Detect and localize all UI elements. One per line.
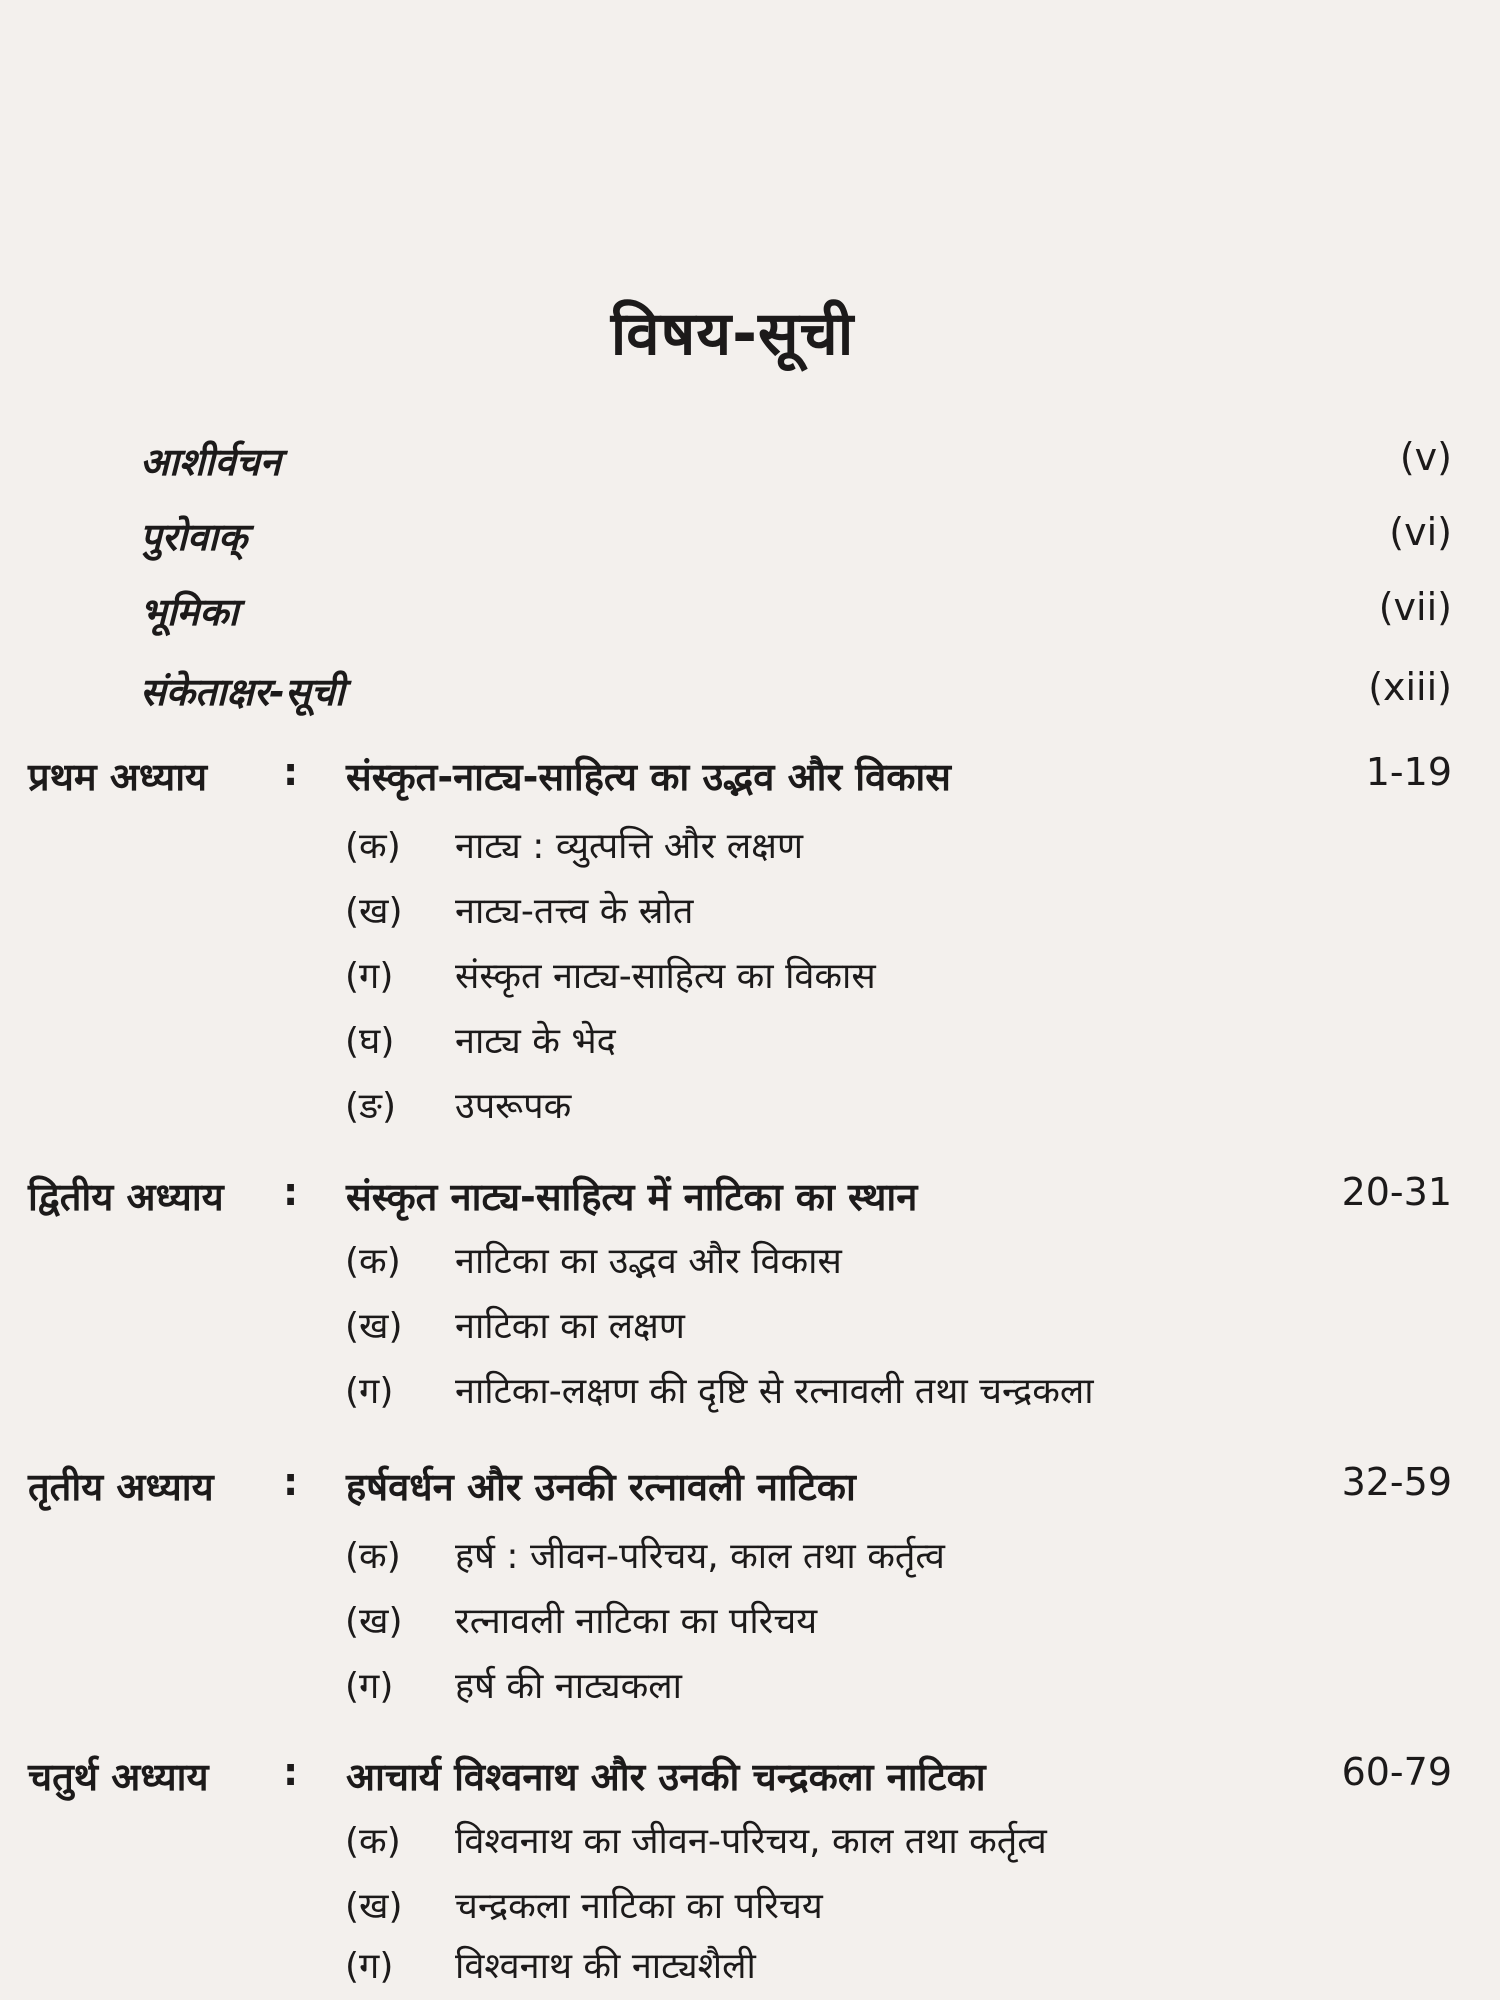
section-text: नाटिका का उद्भव और विकास: [455, 1241, 842, 1282]
chapter-label: द्वितीय अध्याय: [28, 1175, 224, 1219]
chapter-label: तृतीय अध्याय: [28, 1465, 214, 1509]
front-matter-page: (vi): [1389, 510, 1452, 554]
chapter-separator: :: [283, 1170, 299, 1214]
section-mark: (ख): [345, 891, 403, 932]
chapter-heading: [28, 1170, 1452, 1230]
front-matter-item: [140, 510, 1452, 570]
front-matter-label: पुरोवाक्: [140, 515, 248, 559]
front-matter-item: [140, 435, 1452, 495]
chapter-separator: :: [283, 1460, 299, 1504]
chapter-pages: 1-19: [1365, 750, 1452, 794]
chapter-title: संस्कृत-नाट्य-साहित्य का उद्भव और विकास: [346, 755, 951, 799]
section-item: [345, 1300, 685, 1356]
section-text: विश्वनाथ का जीवन-परिचय, काल तथा कर्तृत्व: [455, 1821, 1047, 1862]
section-text: रत्नावली नाटिका का परिचय: [455, 1601, 818, 1642]
section-text: संस्कृत नाट्य-साहित्य का विकास: [455, 956, 876, 997]
section-mark: (ङ): [345, 1086, 397, 1127]
section-item: [345, 1080, 571, 1136]
section-text: चन्द्रकला नाटिका का परिचय: [455, 1886, 823, 1927]
front-matter-item: [140, 585, 1452, 645]
front-matter-label: संकेताक्षर-सूची: [140, 670, 345, 714]
section-mark: (क): [345, 1536, 401, 1577]
front-matter-label: भूमिका: [140, 590, 239, 634]
front-matter-page: (v): [1399, 435, 1452, 479]
chapter-pages: 20-31: [1341, 1170, 1452, 1214]
section-text: उपरूपक: [455, 1086, 572, 1127]
section-item: [345, 1880, 823, 1936]
section-item: [345, 1015, 616, 1071]
chapter-pages: 60-79: [1341, 1750, 1452, 1794]
chapter-label: चतुर्थ अध्याय: [28, 1755, 209, 1799]
section-item: [345, 1235, 842, 1291]
section-item: [345, 885, 693, 941]
section-mark: (ख): [345, 1306, 403, 1347]
chapter-heading: [28, 1460, 1452, 1520]
section-text: नाट्य : व्युत्पत्ति और लक्षण: [455, 826, 804, 867]
section-text: हर्ष की नाट्यकला: [455, 1666, 683, 1707]
section-item: [345, 1365, 1094, 1421]
front-matter-label: आशीर्वचन: [140, 440, 281, 484]
section-mark: (ख): [345, 1601, 403, 1642]
chapter-separator: :: [283, 1750, 299, 1794]
section-item: [345, 1660, 682, 1716]
section-mark: (ख): [345, 1886, 403, 1927]
section-item: [345, 1530, 945, 1586]
section-mark: (ग): [345, 1946, 394, 1987]
chapter-title: आचार्य विश्वनाथ और उनकी चन्द्रकला नाटिका: [346, 1755, 986, 1799]
chapter-title: हर्षवर्धन और उनकी रत्नावली नाटिका: [346, 1465, 856, 1509]
section-mark: (घ): [345, 1021, 395, 1062]
section-item: [345, 950, 876, 1006]
chapter-pages: 32-59: [1341, 1460, 1452, 1504]
section-mark: (क): [345, 1821, 401, 1862]
section-text: नाटिका का लक्षण: [455, 1306, 685, 1347]
section-text: नाट्य के भेद: [455, 1021, 616, 1062]
section-text: नाट्य-तत्त्व के स्रोत: [455, 891, 694, 932]
front-matter-page: (xiii): [1368, 665, 1452, 709]
section-mark: (ग): [345, 956, 394, 997]
chapter-label: प्रथम अध्याय: [28, 755, 208, 799]
section-item: [345, 1815, 1047, 1871]
section-text: विश्वनाथ की नाट्यशैली: [455, 1946, 756, 1987]
section-mark: (ग): [345, 1666, 394, 1707]
section-mark: (क): [345, 826, 401, 867]
section-text: हर्ष : जीवन-परिचय, काल तथा कर्तृत्व: [455, 1536, 945, 1577]
front-matter-page: (vii): [1378, 585, 1452, 629]
section-mark: (क): [345, 1241, 401, 1282]
section-item: [345, 820, 803, 876]
chapter-title: संस्कृत नाट्य-साहित्य में नाटिका का स्थान: [346, 1175, 918, 1219]
section-mark: (ग): [345, 1371, 394, 1412]
section-text: नाटिका-लक्षण की दृष्टि से रत्नावली तथा चन्द्रकला: [455, 1371, 1094, 1412]
front-matter-item: [140, 665, 1452, 725]
section-item: [345, 1595, 817, 1651]
section-item: [345, 1940, 756, 1996]
chapter-heading: [28, 750, 1452, 810]
page-title: विषय-सूची: [610, 299, 855, 369]
chapter-separator: :: [283, 750, 299, 794]
chapter-heading: [28, 1750, 1452, 1810]
